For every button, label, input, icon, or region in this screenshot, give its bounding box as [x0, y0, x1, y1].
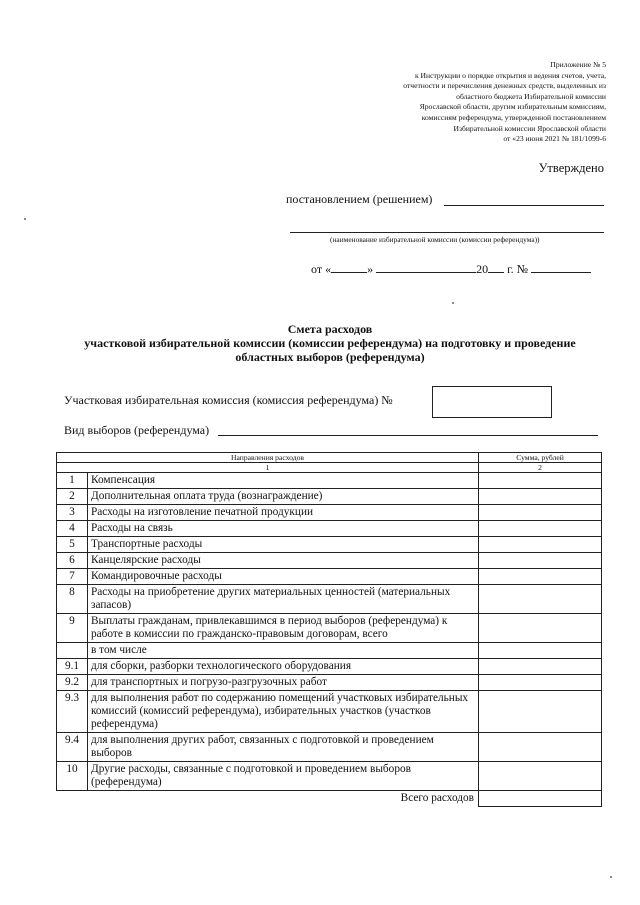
appendix-line: отчетности и перечисления денежных средств, выделенных из: [403, 81, 606, 91]
table-row: [57, 675, 602, 691]
row-sum-cell[interactable]: [479, 762, 602, 791]
election-type-label: Вид выборов (референдума): [64, 423, 210, 437]
number-blank[interactable]: [531, 272, 591, 273]
row-sum-cell[interactable]: [479, 505, 602, 521]
table-header-row: [57, 453, 602, 463]
row-sum-cell[interactable]: [479, 733, 602, 762]
table-row: [57, 614, 602, 643]
row-number: 8: [57, 585, 88, 614]
column-number-1: 1: [57, 463, 479, 473]
day-blank[interactable]: [331, 272, 367, 273]
row-description: для выполнения работ по содержанию помещений участковых избирательных комиссий (комиссий референдума), избирательных участков (участков референдума): [88, 691, 479, 733]
table-body: [57, 473, 602, 791]
scan-speck: [610, 876, 612, 878]
title-line-1: Смета расходов: [287, 322, 373, 336]
table-row: [57, 643, 602, 659]
row-description: Командировочные расходы: [88, 569, 479, 585]
row-sum-cell[interactable]: [479, 489, 602, 505]
row-number: 3: [57, 505, 88, 521]
approved-label: Утверждено: [538, 161, 604, 175]
total-row: [57, 791, 602, 807]
table-row: [57, 733, 602, 762]
scan-speck: [24, 218, 26, 220]
row-sum-cell[interactable]: [479, 614, 602, 643]
table-row: [57, 537, 602, 553]
commission-number-box[interactable]: [432, 386, 552, 418]
row-number: 2: [57, 489, 88, 505]
commission-name-line[interactable]: [290, 232, 604, 233]
date-line: [311, 262, 591, 277]
row-description: Выплаты гражданам, привлекавшимся в период выборов (референдума) к работе в комиссии по гражданско-правовым договорам, всего: [88, 614, 479, 643]
row-sum-cell[interactable]: [479, 473, 602, 489]
month-blank[interactable]: [376, 272, 476, 273]
total-sum-cell[interactable]: [479, 791, 602, 807]
column-number-2: 2: [479, 463, 602, 473]
table-row: [57, 585, 602, 614]
row-description: Расходы на приобретение других материальных ценностей (материальных запасов): [88, 585, 479, 614]
row-description: Компенсация: [88, 473, 479, 489]
row-number: [57, 643, 88, 659]
row-description: для выполнения других работ, связанных с подготовкой и проведением выборов: [88, 733, 479, 762]
header-sum: Сумма, рублей: [479, 453, 602, 463]
table-row: [57, 659, 602, 675]
table-row: [57, 691, 602, 733]
appendix-line: областного бюджета Избирательной комиссии: [456, 91, 606, 101]
total-label: Всего расходов: [400, 792, 474, 804]
row-description: Расходы на изготовление печатной продукции: [88, 505, 479, 521]
number-label: г. №: [507, 262, 529, 276]
row-number: 9: [57, 614, 88, 643]
commission-number-label: Участковая избирательная комиссия (комиссия референдума) №: [64, 393, 393, 407]
row-description: Расходы на связь: [88, 521, 479, 537]
row-number: 1: [57, 473, 88, 489]
row-number: 7: [57, 569, 88, 585]
row-description: для сборки, разборки технологического оборудования: [88, 659, 479, 675]
expense-table: [56, 452, 602, 807]
row-sum-cell[interactable]: [479, 691, 602, 733]
row-sum-cell[interactable]: [479, 643, 602, 659]
row-sum-cell[interactable]: [479, 675, 602, 691]
decree-label: постановлением (решением): [286, 192, 433, 206]
row-description: в том числе: [88, 643, 479, 659]
row-description: Другие расходы, связанные с подготовкой и проведением выборов (референдума): [88, 762, 479, 791]
row-sum-cell[interactable]: [479, 521, 602, 537]
row-sum-cell[interactable]: [479, 585, 602, 614]
appendix-line: Ярославской области, другим избирательным комиссиям,: [419, 102, 606, 112]
commission-name-caption: (наименование избирательной комиссии (комиссии референдума)): [330, 235, 540, 244]
appendix-block: [306, 60, 606, 145]
row-number: 9.2: [57, 675, 88, 691]
year-prefix: 20: [476, 262, 489, 276]
appendix-line: от «23 июня 2021 № 181/1099-6: [503, 134, 606, 144]
title-line-2: участковой избирательной комиссии (комиссии референдума) на подготовку и проведение: [84, 336, 576, 350]
appendix-line: Приложение № 5: [550, 60, 606, 69]
row-description: Транспортные расходы: [88, 537, 479, 553]
row-number: 10: [57, 762, 88, 791]
table-row: [57, 505, 602, 521]
row-sum-cell[interactable]: [479, 569, 602, 585]
header-direction: Направления расходов: [57, 453, 479, 463]
year-blank[interactable]: [488, 272, 504, 273]
row-sum-cell[interactable]: [479, 553, 602, 569]
table-row: [57, 762, 602, 791]
appendix-line: к Инструкции о порядке открытия и ведения счетов, учета,: [414, 70, 606, 80]
table-row: [57, 489, 602, 505]
date-quote: »: [367, 262, 374, 276]
scan-speck: [452, 302, 454, 304]
decree-blank-line[interactable]: [444, 205, 604, 206]
election-type-line[interactable]: [218, 435, 598, 436]
appendix-line: комиссиям референдума, утвержденной постановлением: [421, 112, 606, 122]
row-number: 9.1: [57, 659, 88, 675]
row-sum-cell[interactable]: [479, 537, 602, 553]
title-line-3: областных выборов (референдума): [235, 350, 425, 364]
date-from-label: от «: [311, 262, 332, 276]
table-row: [57, 569, 602, 585]
row-number: 9.4: [57, 733, 88, 762]
row-description: Канцелярские расходы: [88, 553, 479, 569]
table-row: [57, 473, 602, 489]
row-description: для транспортных и погрузо-разгрузочных работ: [88, 675, 479, 691]
row-description: Дополнительная оплата труда (вознаграждение): [88, 489, 479, 505]
appendix-line: Избирательной комиссии Ярославской области: [453, 123, 606, 133]
document-title: [60, 322, 600, 364]
row-number: 9.3: [57, 691, 88, 733]
row-number: 6: [57, 553, 88, 569]
table-row: [57, 521, 602, 537]
row-sum-cell[interactable]: [479, 659, 602, 675]
table-column-number-row: [57, 463, 602, 473]
table-row: [57, 553, 602, 569]
row-number: 5: [57, 537, 88, 553]
row-number: 4: [57, 521, 88, 537]
